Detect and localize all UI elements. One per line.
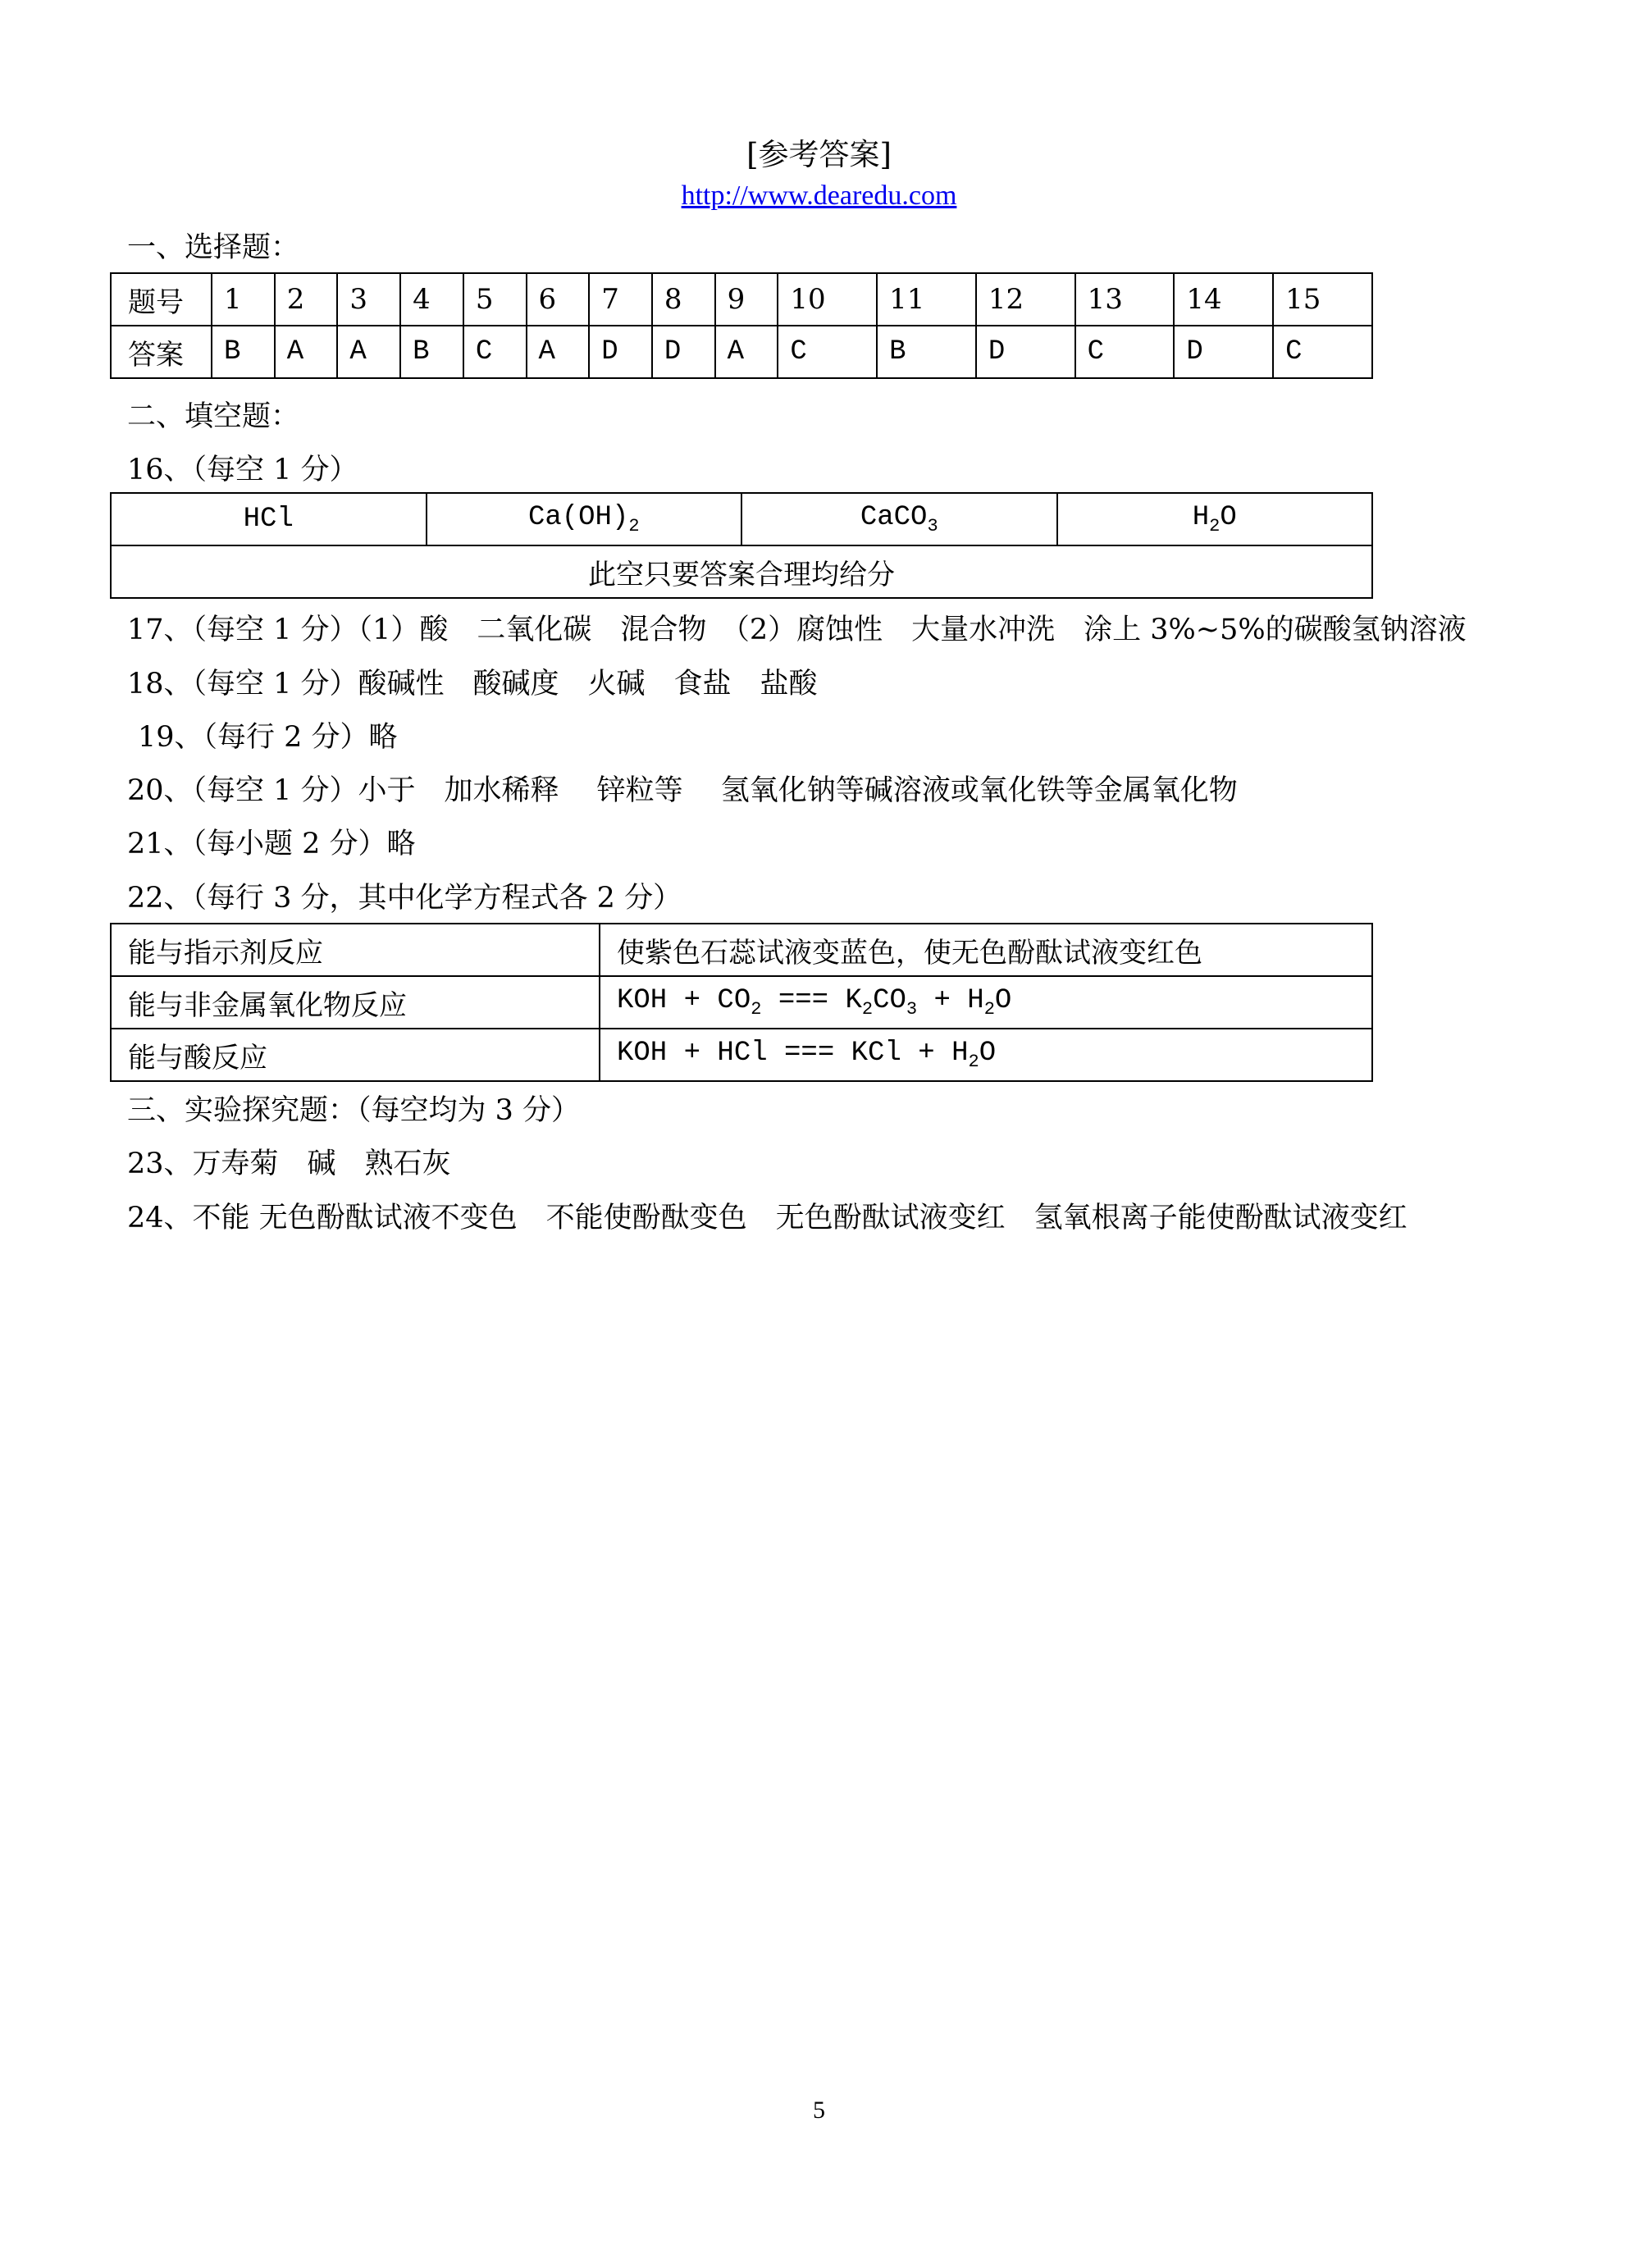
question-number: 4 [400,273,463,326]
question-number: 10 [778,273,877,326]
answer-cell: D [976,326,1075,378]
row-label: 题号 [111,273,212,326]
table-row-numbers [111,273,1372,326]
q18-answer: 18、（每空 1 分）酸碱性 酸碱度 火碱 食盐 盐酸 [127,668,818,700]
q23-answer: 23、万寿菊 碱 熟石灰 [127,1148,451,1180]
q16-note: 此空只要答案合理均给分 [111,545,1372,598]
answer-cell: C [778,326,877,378]
question-number: 2 [275,273,338,326]
answer-cell: D [1174,326,1273,378]
question-number: 1 [212,273,275,326]
q22-label: 22、（每行 3 分，其中化学方程式各 2 分） [127,882,682,915]
question-number: 3 [337,273,400,326]
table-row [111,545,1372,598]
source-link[interactable]: http://www.dearedu.com [681,180,957,211]
q21-answer: 21、（每小题 2 分）略 [127,828,416,860]
answer-cell: D [652,326,715,378]
table-row [111,976,1372,1029]
q17-answer: 17、（每空 1 分）（1）酸 二氧化碳 混合物 （2）腐蚀性 大量水冲洗 涂上 3%~5%的碳酸氢钠溶液 [127,614,1467,646]
question-number: 6 [527,273,590,326]
section2-heading: 二、填空题： [127,400,300,433]
answer-cell: A [527,326,590,378]
property-cell: 能与酸反应 [111,1029,600,1081]
property-cell: 能与非金属氧化物反应 [111,976,600,1029]
question-number: 8 [652,273,715,326]
answer-cell: A [715,326,778,378]
formula-h2o: $H_2O$ [1057,493,1373,545]
choice-answer-table [110,272,1373,379]
answer-cell: B [400,326,463,378]
table-row [111,493,1372,545]
source-url [0,179,1638,212]
q24-answer: 24、不能 无色酚酞试液不变色 不能使酚酞变色 无色酚酞试液变红 氢氧根离子能使酚酞试液变红 [127,1202,1408,1234]
q20-answer: 20、（每空 1 分）小于 加水稀释 锌粒等 氢氧化钠等碱溶液或氧化铁等金属氧化物 [127,774,1238,807]
q16-label: 16、（每空 1 分） [127,454,358,486]
answer-cell: B [877,326,976,378]
description-cell: 使紫色石蕊试液变蓝色，使无色酚酞试液变红色 [600,924,1372,976]
answer-cell: C [1273,326,1372,378]
property-cell: 能与指示剂反应 [111,924,600,976]
question-number: 9 [715,273,778,326]
q16-answer-table [110,492,1373,599]
formula-caco3: CaCO$_3$ [741,493,1057,545]
page-number: 5 [813,2097,825,2124]
table-row [111,1029,1372,1081]
answer-cell: C [463,326,527,378]
answer-cell: A [337,326,400,378]
formula-hcl: HCl [111,493,427,545]
question-number: 7 [589,273,652,326]
question-number: 14 [1174,273,1273,326]
row-label: 答案 [111,326,212,378]
section1-heading: 一、选择题： [127,231,300,264]
equation-cell: KOH + HCl === KCl + $H_2O$ [600,1029,1372,1081]
q19-answer: 19、（每行 2 分）略 [138,721,398,754]
formula-caoh2: $Ca(OH)_2$ [427,493,742,545]
answer-cell: A [275,326,338,378]
question-number: 5 [463,273,527,326]
table-row [111,924,1372,976]
answer-cell: D [589,326,652,378]
question-number: 15 [1273,273,1372,326]
question-number: 13 [1075,273,1175,326]
answer-cell: B [212,326,275,378]
q22-answer-table [110,923,1373,1082]
page-title: [参考答案] [746,137,892,172]
equation-cell: KOH + $CO_2$ === $K_2CO_3 + H_2O$ [600,976,1372,1029]
answer-cell: C [1075,326,1175,378]
question-number: 12 [976,273,1075,326]
table-row-answers [111,326,1372,378]
question-number: 11 [877,273,976,326]
section3-heading: 三、实验探究题：（每空均为 3 分） [127,1094,581,1127]
